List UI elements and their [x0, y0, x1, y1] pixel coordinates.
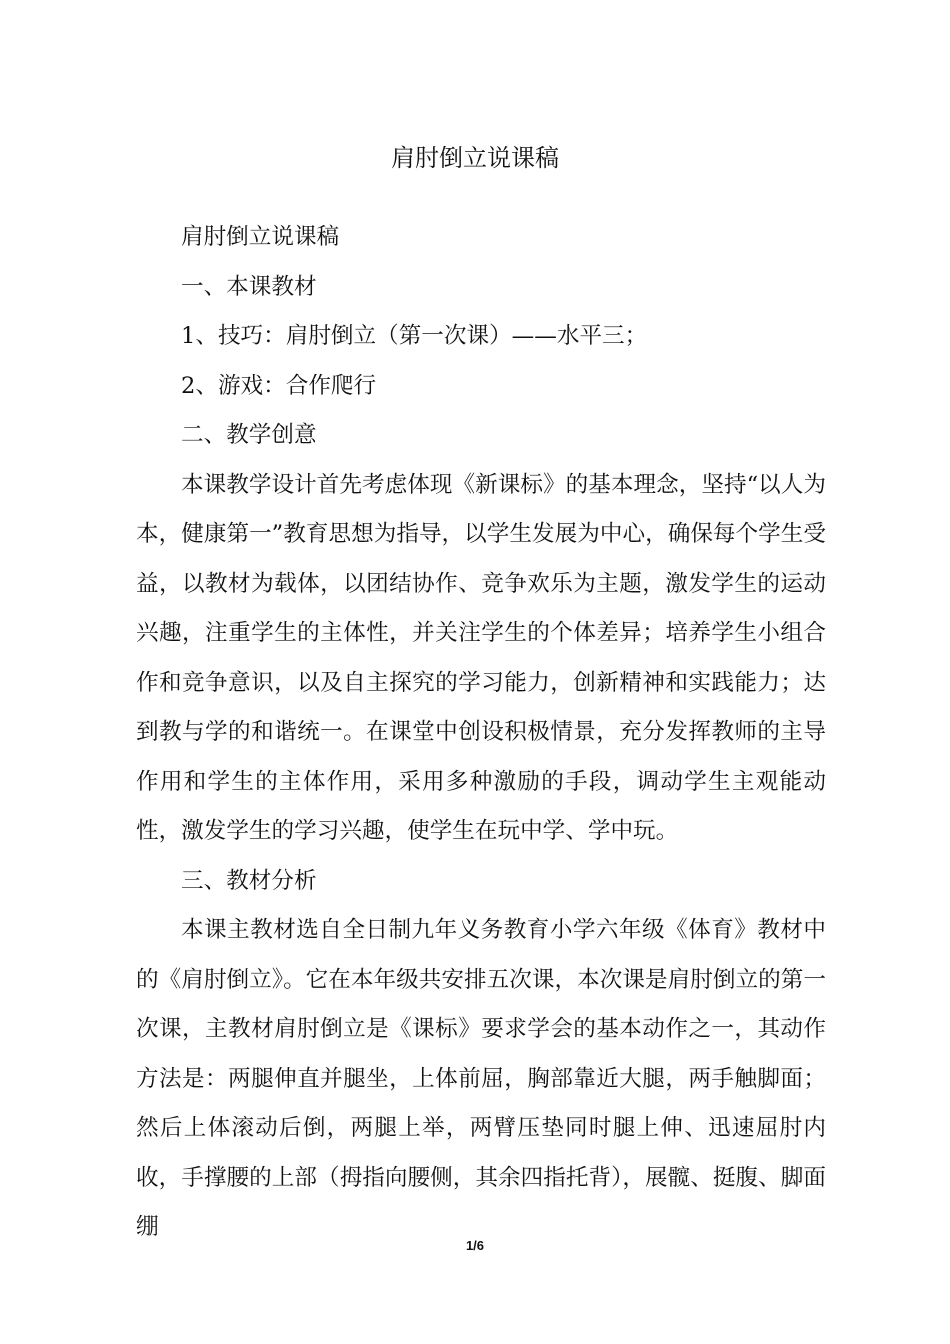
paragraph-subtitle: 肩肘倒立说课稿: [181, 224, 340, 250]
list-item-skill: 1、技巧：肩肘倒立（第一次课）——水平三；: [181, 323, 648, 349]
paragraph-analysis: 本课主教材选自全日制九年义务教育小学六年级《体育》教材中的《肩肘倒立》。它在本年级共安排五次课，本次课是肩肘倒立的第一次课，主教材肩肘倒立是《课标》要求学会的基本动作之一，其动作方法是：两腿伸直并腿坐，上体前屈，胸部靠近大腿，两手触脚面；然后上体滚动后倒，两腿上举，两臂压垫同时腿上伸、迅速屈肘内收，手撑腰的上部（拇指向腰侧，其余四指托背），展髋、挺腹、脚面绷: [136, 917, 826, 1240]
list-item-game: 2、游戏：合作爬行: [181, 372, 377, 399]
document-body: [136, 213, 826, 1253]
section-heading-materials: 一、本课教材: [181, 273, 317, 300]
section-heading-analysis: 三、教材分析: [181, 867, 317, 894]
page-number: 1/6: [465, 1238, 485, 1253]
paragraph-creativity: 本课教学设计首先考虑体现《新课标》的基本理念，坚持“以人为本，健康第一”教育思想为指导，以学生发展为中心，确保每个学生受益，以教材为载体，以团结协作、竞争欢乐为主题，激发学生的运动兴趣，注重学生的主体性，并关注学生的个体差异；培养学生小组合作和竞争意识，以及自主探究的学习能力，创新精神和实践能力；达到教与学的和谐统一。在课堂中创设积极情景，充分发挥教师的主导作用和学生的主体作用，采用多种激励的手段，调动学生主观能动性，激发学生的学习兴趣，使学生在玩中学、学中玩。: [136, 471, 826, 844]
document-title: 肩肘倒立说课稿: [391, 144, 559, 172]
section-heading-creativity: 二、教学创意: [181, 422, 317, 448]
